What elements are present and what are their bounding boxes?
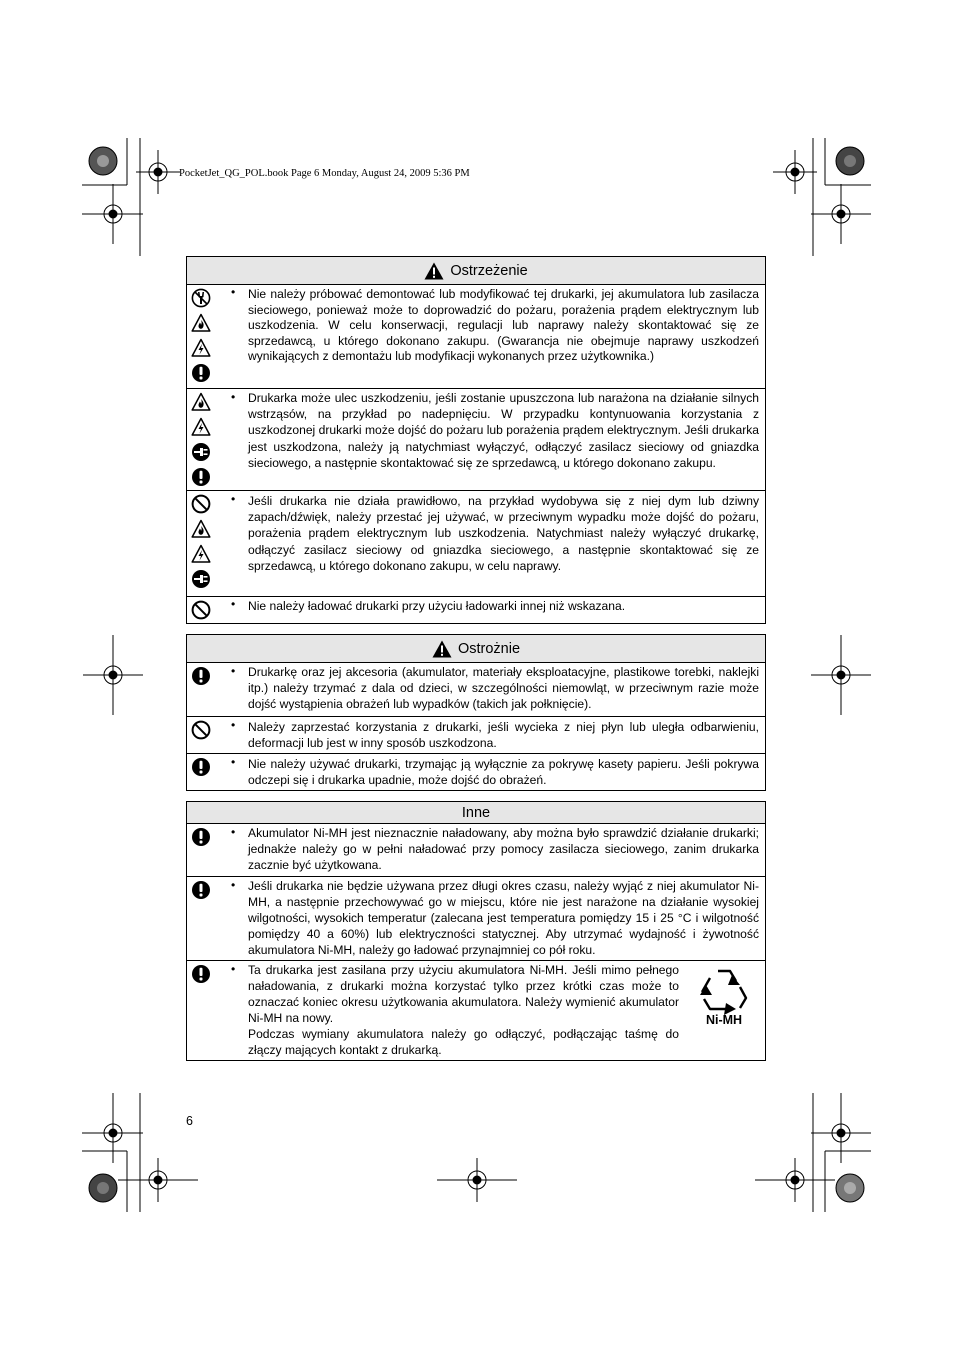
caution-row-icons <box>191 666 215 691</box>
prohibited-icon <box>191 720 215 745</box>
page-number: 6 <box>186 1114 193 1128</box>
warning-row-text: • Jeśli drukarka nie działa prawidłowo, na przykład wydobywa się z niej dym lub dziwny zapach/dźwięk, należy przestać jej używać, w przeciwnym wypadku może dojść do pożaru, porażenia prądem elektrycznym lub uszkodzenia. Natychmiast należy wyłączyć drukarkę, odłączyć zasilacz sieciowy od gniazdka sieciowego, a następnie skontaktować się ze sprzedawcą, u którego dokonano zakupu, w celu naprawy. <box>248 494 759 573</box>
warning-row <box>187 285 765 388</box>
warning-row-text: • Drukarka może ulec uszkodzeniu, jeśli zostanie upuszczona lub narażona na działanie silnych wstrząsów, na przykład po nadepnięciu. W przypadku kontynuowania korzystania z uszkodzonej drukarki może dojść do pożaru lub porażenia prądem elektrycznym. Jeśli drukarka jest uszkodzona, należy ją natychmiast wyłączyć, odłączyć zasilacz sieciowy od gniazdka sieciowego, a następnie skontaktować się ze sprzedawcą, u którego dokonano zakupu. <box>248 391 759 470</box>
other-row-icons <box>191 880 215 905</box>
caution-row-text: • Drukarkę oraz jej akcesoria (akumulator, materiały eksploatacyjne, plastikowe torebki, naklejki itp.) należy trzymać z dala od dzieci, w szczególności niemowląt, w przeciwnym razie może dojść wystąpienia obrażeń lub wypadków (takich jak połknięcie). <box>248 665 759 711</box>
fire-hazard-icon <box>191 392 215 417</box>
other-row-text: • Akumulator Ni-MH jest nieznacznie naładowany, aby można było sprawdzić działanie drukarki; jednakże należy go w pełni naładować przy pomocy zasilacza sieciowego, zanim drukarka zacznie być użytkowana. <box>248 826 759 872</box>
warning-row-icons <box>191 288 215 388</box>
fire-hazard-icon <box>191 313 215 338</box>
electric-shock-icon <box>191 544 215 569</box>
warning-triangle-icon <box>424 262 444 280</box>
caution-row <box>187 753 765 790</box>
recycle-icon <box>696 965 752 1015</box>
caution-row-icons <box>191 757 215 782</box>
warning-header <box>187 257 765 285</box>
electric-shock-icon <box>191 417 215 442</box>
warning-row <box>187 388 765 490</box>
caution-row-text: • Należy zaprzestać korzystania z drukarki, jeśli wycieka z niej płyn lub uległa odbarwieniu, deformacji lub jest w inny sposób uszkodzona. <box>248 720 759 750</box>
warning-section <box>186 256 766 624</box>
other-row <box>187 876 765 960</box>
mandatory-icon <box>191 363 215 388</box>
unplug-icon <box>191 442 215 467</box>
warning-row-icons <box>191 494 215 594</box>
warning-title: Ostrzeżenie <box>450 262 528 279</box>
prohibited-icon <box>191 494 215 519</box>
mandatory-icon <box>191 757 215 782</box>
other-row-icons <box>191 964 215 989</box>
mandatory-icon <box>191 964 215 989</box>
caution-row <box>187 663 765 716</box>
mandatory-icon <box>191 467 215 492</box>
caution-row-text: • Nie należy używać drukarki, trzymając ją wyłącznie za pokrywę kasety papieru. Jeśli pokrywa odczepi się i drukarka upadnie, może dojść do obrażeń. <box>248 757 759 787</box>
warning-triangle-icon <box>432 640 452 658</box>
warning-row <box>187 490 765 596</box>
other-section <box>186 801 766 1061</box>
other-row-text: • Ta drukarka jest zasilana przy użyciu akumulatora Ni-MH. Jeśli mimo pełnego naładowania, z drukarki można korzystać tylko przez krótki czas może to oznaczać koniec okresu użytkowania akumulatora. Należy wymienić akumulator Ni-MH na nowy. <box>248 963 679 1025</box>
electric-shock-icon <box>191 338 215 363</box>
other-row-icons <box>191 827 215 852</box>
mandatory-icon <box>191 827 215 852</box>
other-row <box>187 960 765 1060</box>
warning-row-icons <box>191 392 215 492</box>
caution-title: Ostrożnie <box>457 640 521 657</box>
caution-row <box>187 716 765 753</box>
warning-row-text: • Nie należy próbować demontować lub modyfikować tej drukarki, jej akumulatora lub zasilacza sieciowego, ponieważ może to doprowadzić do pożaru, porażenia prądem elektrycznym lub uszkodzenia. W celu konserwacji, regulacji lub naprawy należy skontaktować się ze sprzedawcą, u którego dokonano zakupu. (Gwarancja nie obejmuje naprawy uszkodzeń wynikających z demontażu lub modyfikacji wykonanych przez użytkownika.) <box>248 287 759 363</box>
prohibited-icon <box>191 600 215 625</box>
mandatory-icon <box>191 880 215 905</box>
mandatory-icon <box>191 666 215 691</box>
other-title: Inne <box>461 804 491 821</box>
other-row <box>187 824 765 876</box>
fire-hazard-icon <box>191 519 215 544</box>
recycle-label: Ni-MH <box>705 1013 743 1027</box>
book-header-line: PocketJet_QG_POL.book Page 6 Monday, August 24, 2009 5:36 PM <box>179 168 470 179</box>
no-disassemble-icon <box>191 288 215 313</box>
other-header <box>187 802 765 824</box>
caution-row-icons <box>191 720 215 745</box>
other-row-text: • Jeśli drukarka nie będzie używana przez długi okres czasu, należy wyjąć z niej akumulator Ni-MH, a następnie przechowywać go w miejscu, które nie jest narażone na działanie wysokiej wilgotności, wysokich temperatur (zalecana jest temperatura pomiędzy 15 i 25 °C i wilgotność pomiędzy 40 a 60%) lub elektryczności statycznej. Aby utrzymać wydajność i żywotność akumulatora Ni-MH, należy go ładować przynajmniej co pół roku. <box>248 879 759 957</box>
warning-row-text: • Nie należy ładować drukarki przy użyciu ładowarki innej niż wskazana. <box>248 599 626 613</box>
warning-row <box>187 596 765 623</box>
other-row-text-2: Podczas wymiany akumulatora należy go odłączyć, podłączając taśmę do złączy mających kontakt z drukarką. <box>248 1027 679 1057</box>
caution-header <box>187 635 765 663</box>
unplug-icon <box>191 569 215 594</box>
caution-section <box>186 634 766 791</box>
recycle-badge <box>695 965 753 1027</box>
warning-row-icons <box>191 600 215 625</box>
